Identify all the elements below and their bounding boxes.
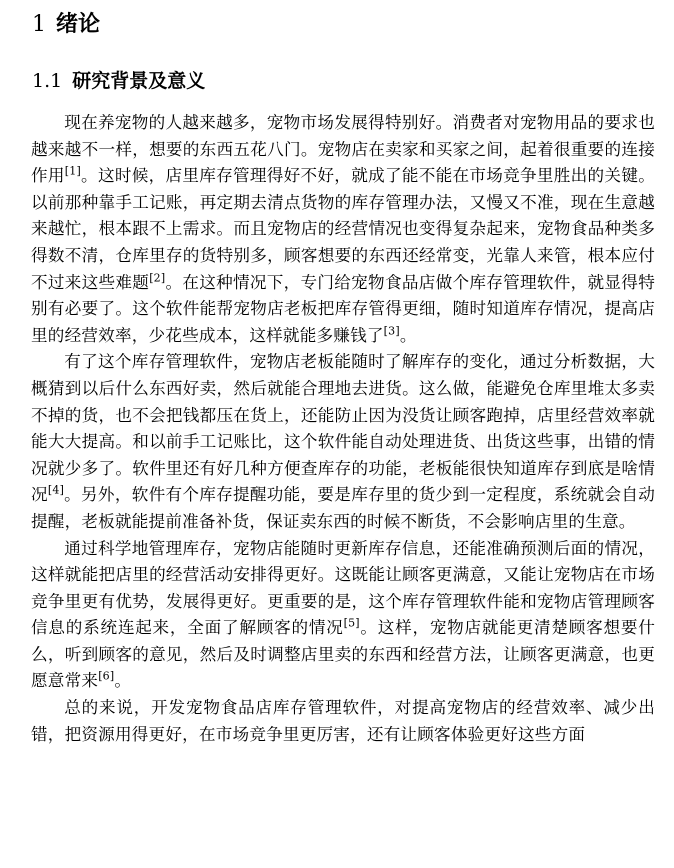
paragraph-text: 现在养宠物的人越来越多，宠物市场发展得特别好。消费者对宠物用品的要求也越来越不一样，想要的东西五花八门。宠物店在卖家和买家之间，起着很重要的连接作用 [31, 113, 655, 186]
citation-ref: [6] [98, 669, 115, 683]
paragraph-text: 。 [399, 325, 417, 345]
body-text [31, 110, 655, 748]
paragraph-text: 。 [114, 671, 132, 691]
section-heading [32, 66, 205, 96]
citation-ref: [5] [343, 616, 360, 630]
citation-ref: [3] [383, 324, 400, 338]
section-title: 研究背景及意义 [72, 70, 206, 92]
citation-ref: [1] [64, 164, 81, 178]
paragraph-text: 总的来说，开发宠物食品店库存管理软件，对提高宠物店的经营效率、减少出错，把资源用得更好，在市场竞争里更厉害，还有让顾客体验更好这些方面 [31, 698, 655, 744]
paragraph-text: 。另外，软件有个库存提醒功能，要是库存里的货少到一定程度，系统就会自动提醒，老板就能提前准备补货，保证卖东西的时候不断货，不会影响店里的生意。 [31, 485, 656, 531]
paragraph-text: 。在这种情况下，专门给宠物食品店做个库存管理软件，就显得特别有必要了。这个软件能帮宠物店老板把库存管得更细，随时知道库存情况，提高店里的经营效率，少花些成本，这样就能多赚钱了 [31, 272, 655, 345]
paragraph-text: 通过科学地管理库存，宠物店能随时更新库存信息，还能准确预测后面的情况，这样就能把店里的经营活动安排得更好。这既能让顾客更满意，又能让宠物店在市场竞争里更有优势，发展得更好。更重要的是，这个库存管理软件能和宠物店管理顾客信息的系统连起来，全面了解顾客的情况 [31, 538, 655, 638]
chapter-title: 绪论 [56, 11, 101, 37]
citation-ref: [4] [47, 483, 65, 497]
chapter-number: 1 [32, 12, 46, 37]
paragraph-text: 有了这个库存管理软件，宠物店老板能随时了解库存的变化，通过分析数据，大概猜到以后什么东西好卖，然后就能合理地去进货。这么做，能避免仓库里堆太多卖不掉的货，也不会把钱都压在货上，还能防止因为没货让顾客跑掉，店里经营效率就能大大提高。和以前手工记账比，这个软件能自动处理进货、出货这些事，出错的情况就少多了。软件里还有好几种方便查库存的功能，老板能很快知道库存到底是啥情况 [31, 352, 655, 505]
paragraph [31, 695, 655, 748]
section-number: 1.1 [32, 70, 63, 92]
chapter-heading [32, 8, 100, 41]
paragraph [31, 536, 655, 696]
paragraph-text: 。这样，宠物店就能更清楚顾客想要什么，听到顾客的意见，然后及时调整店里卖的东西和经营方法，让顾客更满意，也更愿意常来 [31, 618, 655, 691]
citation-ref: [2] [149, 271, 166, 285]
paragraph [31, 349, 655, 535]
paragraph-text: 。这时候，店里库存管理得好不好，就成了能不能在市场竞争里胜出的关键。以前那种靠手工记账，再定期去清点货物的库存管理办法，又慢又不准，现在生意越来越忙，根本跟不上需求。而且宠物店的经营情况也变得复杂起来，宠物食品种类多得数不清，仓库里存的货特别多，顾客想要的东西还经常变，光靠人来管，根本应付不过来这些难题 [31, 166, 655, 292]
paragraph [31, 110, 655, 349]
